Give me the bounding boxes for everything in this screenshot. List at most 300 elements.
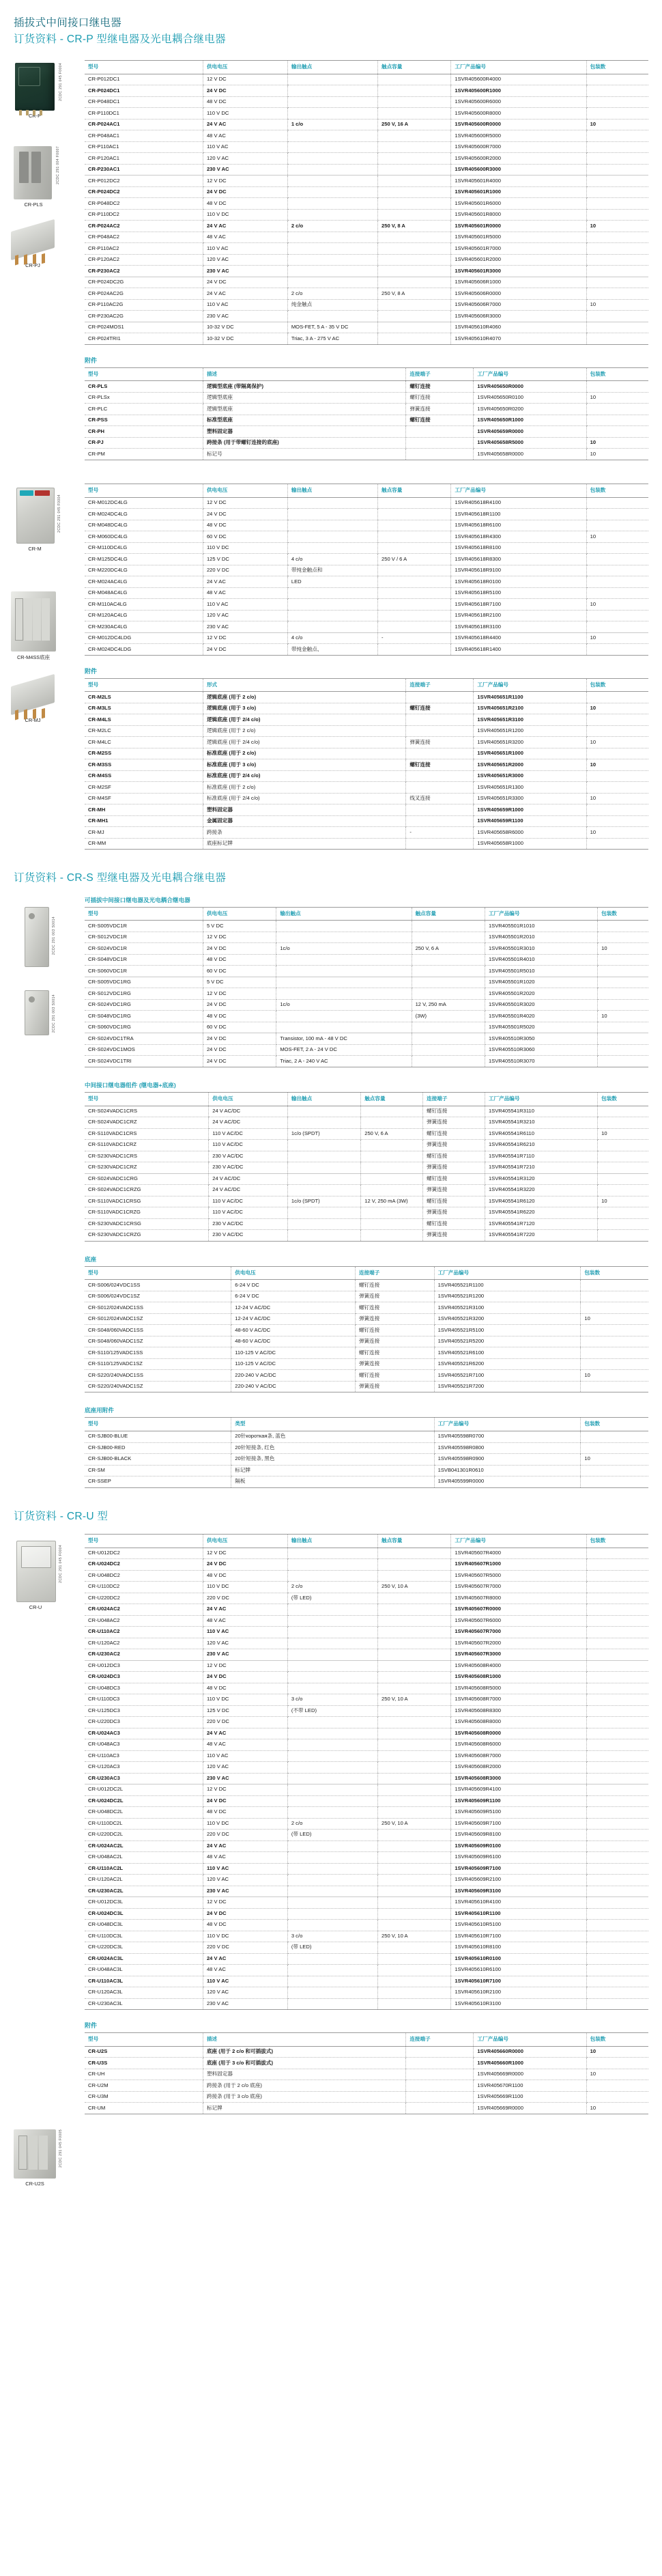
table-cell [586, 1830, 648, 1841]
table-cell: 逻辑底座 (用于 2 c/o) [203, 725, 405, 737]
crm-accessories-table [85, 678, 648, 850]
table-cell [586, 520, 648, 531]
table-cell: 逻辑底座 (用于 3 c/o) [203, 703, 405, 714]
table-cell [378, 1649, 451, 1661]
table-header-row [85, 1534, 648, 1548]
table-cell: 48 V DC [203, 954, 276, 966]
table-cell [287, 141, 377, 153]
table-cell: CR-S024VDC1TRA [85, 1033, 203, 1045]
table-row [85, 610, 648, 621]
table-row [85, 632, 648, 644]
table-cell: 标准底座 (用于 3 c/o) [203, 759, 405, 771]
table-cell [361, 1218, 423, 1230]
cr-mj-jumper-photo [11, 674, 55, 715]
table-cell: 24 V DC [203, 1033, 276, 1045]
table-cell: CR-U048AC3 [85, 1739, 203, 1751]
table-cell: 1SVR405510R3070 [485, 1056, 597, 1067]
table-cell: 1SVR405651R1000 [474, 748, 586, 759]
table-cell: 底座 (用于 3 c/o 和可插拔式) [203, 2058, 405, 2069]
table-cell: 标记牌 [203, 2103, 405, 2114]
table-cell [361, 1151, 423, 1162]
table-cell [581, 1358, 648, 1370]
table-cell: CR-U125DC3 [85, 1705, 203, 1717]
col-terminal: 连接端子 [423, 1092, 485, 1106]
table-cell [287, 1207, 360, 1219]
table-cell [586, 725, 648, 737]
table-cell: 48 V DC [203, 96, 287, 108]
table-cell [378, 1953, 451, 1965]
table-cell [287, 520, 377, 531]
col-code: 工厂产品编号 [485, 907, 597, 921]
table-cell: 1SVR405541R7120 [485, 1218, 597, 1230]
table-cell: 螺钉连接 [423, 1128, 485, 1140]
col-contact: 输出触点 [287, 1092, 360, 1106]
table-cell: CR-P048DC1 [85, 96, 203, 108]
table-cell [287, 108, 377, 120]
table-cell: 120 V AC [203, 610, 287, 621]
table-row [85, 1570, 648, 1582]
cru-section [0, 1534, 662, 2200]
table-cell: 110 V AC [203, 1627, 287, 1638]
table-cell [586, 85, 648, 97]
table-cell [287, 130, 377, 142]
table-cell: CR-S012/024VADC1SS [85, 1302, 231, 1314]
table-cell: 10 [586, 599, 648, 611]
table-row [85, 1033, 648, 1045]
table-cell: 1SVR405608R8300 [451, 1705, 586, 1717]
table-cell [361, 1185, 423, 1196]
table-cell: CR-P110AC2G [85, 299, 203, 311]
table-cell: 24 V AC [203, 1953, 287, 1965]
table-cell: 螺钉连接 [406, 759, 474, 771]
table-cell: CR-P120AC2 [85, 254, 203, 266]
table-header-row [85, 1266, 648, 1280]
table-cell [287, 1965, 377, 1976]
table-cell: 线叉连接 [406, 793, 474, 804]
col-pack: 包装数 [598, 907, 648, 921]
table-cell [287, 277, 377, 288]
table-cell [378, 1604, 451, 1616]
table-cell [276, 988, 412, 1000]
table-row [85, 1022, 648, 1033]
table-row [85, 1965, 648, 1976]
crp-section [0, 60, 662, 460]
table-cell: 螺钉连接 [355, 1370, 434, 1382]
table-cell: 220 V DC [203, 1593, 287, 1604]
col-pack: 包装数 [598, 1092, 648, 1106]
table-row [85, 1649, 648, 1661]
table-cell: 125 V DC [203, 554, 287, 565]
col-capacity: 触点容量 [378, 1534, 451, 1548]
table-cell: 110-125 V AC/DC [231, 1347, 356, 1359]
table-cell: 弹簧连接 [355, 1313, 434, 1325]
table-cell [586, 1976, 648, 1987]
table-cell: CR-U110AC2 [85, 1627, 203, 1638]
table-cell: CR-S110/125VADC1SS [85, 1347, 231, 1359]
col-model: 型号 [85, 1092, 209, 1106]
table-cell: 标准底座 (用于 2 c/o) [203, 782, 405, 794]
table-cell: CR-P048AC1 [85, 130, 203, 142]
table-cell: 1SVR405610R0100 [451, 1953, 586, 1965]
table-cell [378, 520, 451, 531]
table-cell [378, 531, 451, 543]
table-cell: CR-U110DC2L [85, 1818, 203, 1830]
table-cell: 1SVR405601R1000 [451, 186, 586, 198]
table-row [85, 1381, 648, 1392]
table-cell: 螺钉连接 [406, 392, 474, 404]
table-cell: 1SVR405618R1400 [451, 644, 586, 656]
table-cell [378, 1660, 451, 1672]
table-cell: 1SVR405601R8000 [451, 209, 586, 221]
table-cell: CR-P012DC1 [85, 74, 203, 85]
table-cell [598, 1173, 648, 1185]
table-cell [287, 1649, 377, 1661]
table-cell: 24 V DC [203, 1672, 287, 1683]
table-row [85, 299, 648, 311]
table-cell: 10 [586, 299, 648, 311]
table-cell: CR-S024VDC1RG [85, 999, 203, 1011]
table-cell: CR-MH1 [85, 815, 203, 827]
table-row [85, 1863, 648, 1875]
table-cell [378, 198, 451, 210]
table-cell: CR-M012DC4LG [85, 497, 203, 509]
col-model: 型号 [85, 61, 203, 74]
table-row [85, 1762, 648, 1774]
table-cell [378, 96, 451, 108]
table-cell [581, 1336, 648, 1347]
table-cell: CR-U048DC3 [85, 1683, 203, 1694]
table-row [85, 1953, 648, 1965]
table-cell [378, 1807, 451, 1819]
table-cell: 1SVR405651R3000 [474, 770, 586, 782]
col-capacity: 触点容量 [412, 907, 485, 921]
table-row [85, 2080, 648, 2092]
table-cell: 10 [586, 449, 648, 460]
crm-accessories-title: 附件 [85, 667, 98, 675]
table-cell: CR-M2LC [85, 725, 203, 737]
table-row [85, 1291, 648, 1302]
table-cell: 10 [586, 632, 648, 644]
table-cell: 塑料固定器 [203, 426, 405, 438]
table-cell: 1SVR405609R0100 [451, 1840, 586, 1852]
table-row [85, 1931, 648, 1942]
table-row [85, 198, 648, 210]
table-cell [598, 1056, 648, 1067]
col-contact: 输出触点 [276, 907, 412, 921]
crs-photo-group2 [25, 990, 85, 1035]
table-cell: 10 [586, 531, 648, 543]
table-cell: 1SVR405598R0800 [434, 1442, 581, 1454]
table-cell [586, 1548, 648, 1559]
table-cell: 110 V DC [203, 1582, 287, 1593]
crm-gutter [0, 484, 85, 723]
table-cell: 1SVR405600R3000 [451, 164, 586, 176]
table-cell [586, 1672, 648, 1683]
table-cell: 10 [586, 119, 648, 130]
table-cell [378, 509, 451, 520]
table-cell [287, 1998, 377, 2010]
col-capacity: 触点容量 [361, 1092, 423, 1106]
crm-photo-code: 2CDC 291 045 F0004 [57, 494, 61, 533]
table-row [85, 714, 648, 726]
table-cell: 24 V DC [203, 644, 287, 656]
table-cell: 1SVR405541R7110 [485, 1151, 597, 1162]
table-cell: 230 V AC [203, 1886, 287, 1897]
table-cell [586, 266, 648, 277]
table-row [85, 1998, 648, 2010]
cru-relay-table [85, 1534, 648, 2010]
table-cell [378, 610, 451, 621]
table-cell: 48 V AC [203, 232, 287, 243]
table-cell: 螺钉连接 [423, 1151, 485, 1162]
table-cell [287, 1185, 360, 1196]
table-cell: LED [287, 576, 377, 588]
table-cell: 48 V DC [203, 198, 287, 210]
table-row [85, 311, 648, 322]
title-sub: 订货资料 - CR-P 型继电器及光电耦合继电器 [14, 33, 226, 46]
table-cell: 1SVR405601R6000 [451, 198, 586, 210]
table-row [85, 1128, 648, 1140]
table-cell: CR-P024AC2 [85, 221, 203, 232]
table-cell: 48 V DC [203, 1807, 287, 1819]
table-row [85, 1325, 648, 1336]
table-cell: 60 V DC [203, 966, 276, 977]
table-cell: CR-S006/024VDC1SS [85, 1280, 231, 1291]
table-row [85, 827, 648, 839]
table-cell: (带 LED) [287, 1942, 377, 1954]
table-cell: 24 V DC [203, 186, 287, 198]
col-desc: 描述 [203, 367, 405, 381]
table-cell: 110-125 V AC/DC [231, 1358, 356, 1370]
crs-content [85, 896, 648, 1488]
table-header-row [85, 367, 648, 381]
table-cell: 1SVR405610R4060 [451, 322, 586, 333]
table-cell [287, 1638, 377, 1649]
table-cell: CR-M120AC4LG [85, 610, 203, 621]
table-cell: 110 V DC [203, 1931, 287, 1942]
table-cell [287, 153, 377, 165]
table-row [85, 322, 648, 333]
table-cell: CR-U024AC2 [85, 1604, 203, 1616]
table-cell [586, 74, 648, 85]
table-cell [586, 576, 648, 588]
table-cell: CR-M2SF [85, 782, 203, 794]
table-cell: 24 V DC [203, 1559, 287, 1571]
crpj-photo-group [11, 225, 85, 268]
table-cell: CR-S110VADC1CRS [85, 1128, 209, 1140]
table-cell: CR-M110AC4LG [85, 599, 203, 611]
table-cell [287, 1807, 377, 1819]
table-cell [412, 1044, 485, 1056]
table-cell [586, 815, 648, 827]
table-cell: 120 V AC [203, 1875, 287, 1886]
crp-photo-caption: CR-P [28, 113, 42, 120]
table-cell: 底座标记牌 [203, 838, 405, 850]
table-cell [378, 1627, 451, 1638]
cr-s-relay-photo [25, 907, 49, 967]
col-terminal: 连接端子 [406, 2033, 474, 2047]
table-cell: 1c/o (SPDT) [287, 1128, 360, 1140]
table-cell: 1SVR405607R5000 [451, 1570, 586, 1582]
table-cell [287, 1795, 377, 1807]
crs-section-title: 订货资料 - CR-S 型继电器及光电耦合继电器 [14, 872, 227, 884]
table-cell: 48 V DC [203, 1011, 276, 1022]
table-cell: 标准底座 (用于 2/4 c/o) [203, 793, 405, 804]
col-pack: 包装数 [586, 484, 648, 497]
table-cell: 1SVR405521R6100 [434, 1347, 581, 1359]
table-cell: CR-M230AC4LG [85, 621, 203, 633]
table-cell: 1SVR405501R4010 [485, 954, 597, 966]
crpls-photo-group [14, 146, 85, 208]
table-cell: 1SVR405610R2100 [451, 1987, 586, 1999]
table-cell: CR-U024DC2L [85, 1795, 203, 1807]
table-cell: CR-P024AC1 [85, 119, 203, 130]
table-cell: CR-PH [85, 426, 203, 438]
table-cell: 螺钉连接 [423, 1173, 485, 1185]
table-cell: 10 [586, 2046, 648, 2058]
table-row [85, 815, 648, 827]
table-cell [287, 1218, 360, 1230]
table-cell: 230 V AC [203, 311, 287, 322]
table-cell [378, 1638, 451, 1649]
table-cell: 6-24 V DC [231, 1291, 356, 1302]
table-cell: 螺钉连接 [423, 1218, 485, 1230]
table-cell [586, 1582, 648, 1593]
table-row [85, 1280, 648, 1291]
table-cell: CR-U120AC3 [85, 1762, 203, 1774]
table-cell: 标准型底座 [203, 415, 405, 426]
table-cell [598, 1230, 648, 1242]
crp-accessories-title: 附件 [85, 356, 98, 364]
table-cell: 1SVR405608R7000 [451, 1694, 586, 1706]
table-cell [287, 1604, 377, 1616]
table-row [85, 1908, 648, 1920]
table-cell: CR-S006/024VDC1SZ [85, 1291, 231, 1302]
table-cell [378, 565, 451, 576]
table-cell: 48-60 V AC/DC [231, 1325, 356, 1336]
table-row [85, 782, 648, 794]
table-cell: 12 V DC [203, 74, 287, 85]
table-cell: 1SVR405609R7100 [451, 1818, 586, 1830]
table-cell: 125 V DC [203, 1705, 287, 1717]
table-cell: CR-P024DC2 [85, 186, 203, 198]
page-header [0, 0, 662, 48]
col-capacity: 触点容量 [378, 484, 451, 497]
table-cell: CR-U230AC3L [85, 1998, 203, 2010]
table-cell: 12 V DC [203, 1784, 287, 1796]
table-cell: 1c/o [276, 999, 412, 1011]
table-cell [287, 96, 377, 108]
table-row [85, 1976, 648, 1987]
table-cell [598, 1033, 648, 1045]
table-cell [378, 1840, 451, 1852]
table-cell [586, 243, 648, 255]
table-cell [586, 1908, 648, 1920]
table-cell [378, 1593, 451, 1604]
table-cell: CR-M4SF [85, 793, 203, 804]
table-cell: 纯金触点 [287, 299, 377, 311]
col-terminal: 连接端子 [406, 678, 474, 692]
table-cell: 10 [581, 1313, 648, 1325]
table-cell: 1SVR405610R4070 [451, 333, 586, 345]
cru2s-photo-code: 2CDC 291 045 F0005 [59, 2129, 63, 2168]
table-cell [378, 130, 451, 142]
table-cell [378, 1559, 451, 1571]
table-cell: 1SVR405608R6000 [451, 1739, 586, 1751]
table-cell: 4 c/o [287, 632, 377, 644]
table-cell [586, 509, 648, 520]
table-cell [287, 1908, 377, 1920]
crmj-photo-caption: CR-MJ [25, 716, 41, 723]
table-cell [406, 692, 474, 703]
table-cell: CR-M024AC4LG [85, 576, 203, 588]
table-cell [412, 1056, 485, 1067]
table-cell [586, 1559, 648, 1571]
table-cell: 110 V DC [203, 209, 287, 221]
table-cell: CR-S230VADC1CRZ [85, 1162, 209, 1174]
table-cell: CR-S060VDC1R [85, 966, 203, 977]
table-cell: 1SVR405501R4020 [485, 1011, 597, 1022]
table-cell: 250 V, 16 A [378, 119, 451, 130]
table-cell: 110 V AC/DC [209, 1207, 288, 1219]
table-cell: 1SVR405601R4000 [451, 176, 586, 187]
table-cell [586, 426, 648, 438]
table-cell [586, 164, 648, 176]
table-row [85, 130, 648, 142]
table-cell: 1SVR405651R3300 [474, 793, 586, 804]
table-cell [276, 1011, 412, 1022]
table-cell: 12-24 V AC/DC [231, 1302, 356, 1314]
col-voltage: 供电电压 [203, 484, 287, 497]
table-cell: 48 V DC [203, 520, 287, 531]
table-cell: 1SVR405607R0000 [451, 1604, 586, 1616]
table-cell [586, 1604, 648, 1616]
table-cell: 1SVR405521R3100 [434, 1302, 581, 1314]
table-cell: 1SVR405501R1020 [485, 977, 597, 988]
table-cell [586, 1638, 648, 1649]
table-cell: CR-M048DC4LG [85, 520, 203, 531]
table-cell: 24 V DC [203, 999, 276, 1011]
table-cell [378, 576, 451, 588]
crp-accessories-table [85, 367, 648, 460]
table-cell: CR-MJ [85, 827, 203, 839]
table-row [85, 2058, 648, 2069]
col-pack: 包装数 [586, 678, 648, 692]
table-cell [378, 1998, 451, 2010]
table-cell [287, 497, 377, 509]
table-cell [586, 1705, 648, 1717]
table-cell [287, 198, 377, 210]
table-cell: CR-M4LC [85, 737, 203, 748]
table-cell [287, 1683, 377, 1694]
table-cell [412, 966, 485, 977]
table-cell [361, 1162, 423, 1174]
table-cell: 24 V AC [203, 1728, 287, 1739]
table-cell: CR-S110VADC1CRZ [85, 1140, 209, 1151]
table-cell: 250 V, 10 A [378, 1818, 451, 1830]
crs-base-body [85, 1280, 648, 1392]
table-cell [586, 186, 648, 198]
table-cell: 12-24 V AC/DC [231, 1313, 356, 1325]
table-cell [586, 782, 648, 794]
cr-m4ss-socket-photo [11, 591, 56, 652]
table-cell: 1SVR405609R7100 [451, 1863, 586, 1875]
table-cell: 1SVR405618R3100 [451, 621, 586, 633]
crm-content [85, 484, 648, 850]
table-row [85, 1638, 648, 1649]
table-cell: 螺钉连接 [406, 415, 474, 426]
crmj-photo-group [11, 680, 85, 723]
